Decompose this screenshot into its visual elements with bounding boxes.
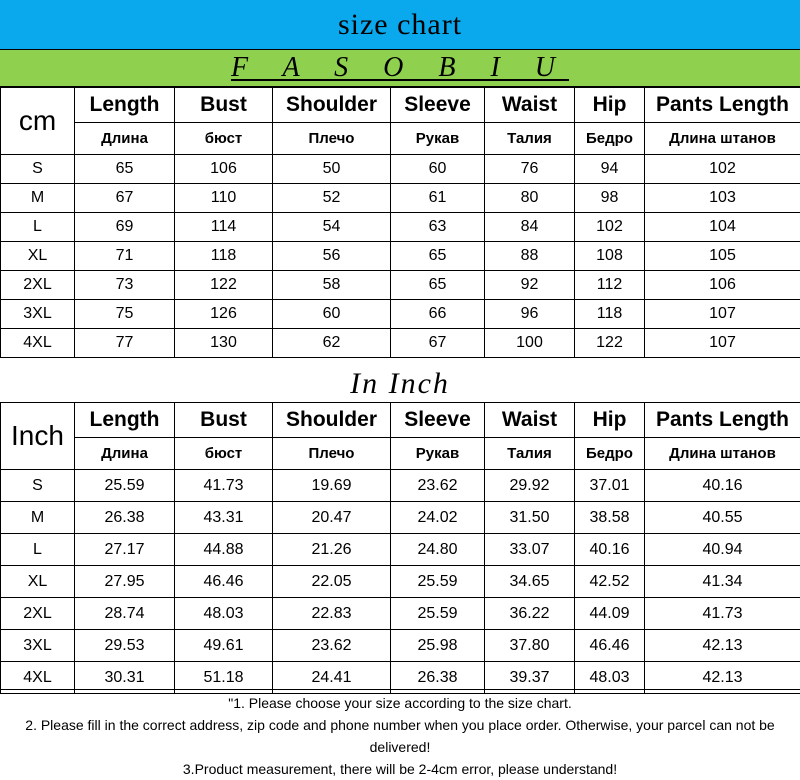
measurement-cell: 40.16 [645, 470, 800, 502]
header-bust: Bust [175, 403, 273, 438]
measurement-cell: 20.47 [273, 502, 391, 534]
size-label-cell: 2XL [1, 598, 75, 630]
header-bust-ru: бюст [175, 123, 273, 155]
measurement-cell: 21.26 [273, 534, 391, 566]
measurement-cell: 96 [485, 300, 575, 329]
measurement-cell: 104 [645, 213, 800, 242]
header-row-english [1, 403, 800, 438]
measurement-cell: 92 [485, 271, 575, 300]
measurement-cell: 24.80 [391, 534, 485, 566]
size-label-cell: S [1, 470, 75, 502]
measurement-cell: 29.53 [75, 630, 175, 662]
measurement-cell: 108 [575, 242, 645, 271]
table-row [1, 566, 800, 598]
measurement-cell: 22.05 [273, 566, 391, 598]
measurement-cell: 25.59 [75, 470, 175, 502]
header-sleeve-ru: Рукав [391, 438, 485, 470]
measurement-cell: 42.13 [645, 630, 800, 662]
size-label-cell: XL [1, 566, 75, 598]
size-label-cell: 2XL [1, 271, 75, 300]
measurement-cell: 37.80 [485, 630, 575, 662]
measurement-cell: 46.46 [175, 566, 273, 598]
measurement-cell: 77 [75, 329, 175, 358]
notes-section [0, 689, 800, 777]
header-row-english [1, 88, 800, 123]
table-row [1, 155, 800, 184]
measurement-cell: 29.92 [485, 470, 575, 502]
header-pants-length-ru: Длина штанов [645, 123, 800, 155]
size-label-cell: 4XL [1, 662, 75, 694]
header-pants-length-ru: Длина штанов [645, 438, 800, 470]
header-waist-ru: Талия [485, 438, 575, 470]
header-waist: Waist [485, 88, 575, 123]
measurement-cell: 26.38 [75, 502, 175, 534]
measurement-cell: 25.59 [391, 598, 485, 630]
header-bust-ru: бюст [175, 438, 273, 470]
measurement-cell: 63 [391, 213, 485, 242]
measurement-cell: 102 [575, 213, 645, 242]
header-pants-length: Pants Length [645, 88, 800, 123]
header-row-russian [1, 438, 800, 470]
measurement-cell: 51.18 [175, 662, 273, 694]
measurement-cell: 60 [273, 300, 391, 329]
measurement-cell: 103 [645, 184, 800, 213]
measurement-cell: 42.13 [645, 662, 800, 694]
size-label-cell: 3XL [1, 300, 75, 329]
table-row [1, 213, 800, 242]
measurement-cell: 38.58 [575, 502, 645, 534]
table-row [1, 534, 800, 566]
measurement-cell: 106 [645, 271, 800, 300]
header-shoulder: Shoulder [273, 88, 391, 123]
size-label-cell: M [1, 502, 75, 534]
measurement-cell: 40.16 [575, 534, 645, 566]
inch-heading: In Inch [0, 366, 800, 402]
measurement-cell: 67 [75, 184, 175, 213]
measurement-cell: 31.50 [485, 502, 575, 534]
header-waist: Waist [485, 403, 575, 438]
measurement-cell: 56 [273, 242, 391, 271]
header-hip: Hip [575, 88, 645, 123]
measurement-cell: 112 [575, 271, 645, 300]
table-row [1, 300, 800, 329]
page-title: size chart [0, 0, 800, 50]
measurement-cell: 41.34 [645, 566, 800, 598]
measurement-cell: 118 [175, 242, 273, 271]
size-label-cell: L [1, 534, 75, 566]
header-length-ru: Длина [75, 438, 175, 470]
size-label-cell: 4XL [1, 329, 75, 358]
measurement-cell: 39.37 [485, 662, 575, 694]
inch-size-table [0, 402, 800, 694]
measurement-cell: 106 [175, 155, 273, 184]
measurement-cell: 25.98 [391, 630, 485, 662]
measurement-cell: 50 [273, 155, 391, 184]
cm-size-table [0, 87, 800, 358]
measurement-cell: 105 [645, 242, 800, 271]
measurement-cell: 62 [273, 329, 391, 358]
note-3: 3.Product measurement, there will be 2-4cm error, please understand! [0, 758, 800, 780]
measurement-cell: 19.69 [273, 470, 391, 502]
measurement-cell: 52 [273, 184, 391, 213]
measurement-cell: 130 [175, 329, 273, 358]
measurement-cell: 44.88 [175, 534, 273, 566]
header-hip-ru: Бедро [575, 438, 645, 470]
measurement-cell: 76 [485, 155, 575, 184]
header-hip: Hip [575, 403, 645, 438]
measurement-cell: 58 [273, 271, 391, 300]
measurement-cell: 43.31 [175, 502, 273, 534]
measurement-cell: 94 [575, 155, 645, 184]
measurement-cell: 122 [175, 271, 273, 300]
measurement-cell: 28.74 [75, 598, 175, 630]
header-sleeve-ru: Рукав [391, 123, 485, 155]
measurement-cell: 100 [485, 329, 575, 358]
measurement-cell: 27.17 [75, 534, 175, 566]
measurement-cell: 41.73 [645, 598, 800, 630]
measurement-cell: 61 [391, 184, 485, 213]
size-label-cell: L [1, 213, 75, 242]
size-label-cell: M [1, 184, 75, 213]
header-sleeve: Sleeve [391, 403, 485, 438]
table-row [1, 242, 800, 271]
note-2: 2. Please fill in the correct address, zip code and phone number when you place order. Otherwise, your parcel can not be delivered! [0, 714, 800, 758]
unit-label-inch: Inch [1, 403, 75, 470]
measurement-cell: 33.07 [485, 534, 575, 566]
measurement-cell: 23.62 [273, 630, 391, 662]
header-waist-ru: Талия [485, 123, 575, 155]
header-sleeve: Sleeve [391, 88, 485, 123]
measurement-cell: 48.03 [575, 662, 645, 694]
header-row-russian [1, 123, 800, 155]
measurement-cell: 67 [391, 329, 485, 358]
measurement-cell: 65 [75, 155, 175, 184]
table-row [1, 329, 800, 358]
measurement-cell: 75 [75, 300, 175, 329]
measurement-cell: 37.01 [575, 470, 645, 502]
measurement-cell: 27.95 [75, 566, 175, 598]
table-row [1, 630, 800, 662]
measurement-cell: 26.38 [391, 662, 485, 694]
measurement-cell: 107 [645, 329, 800, 358]
measurement-cell: 126 [175, 300, 273, 329]
measurement-cell: 30.31 [75, 662, 175, 694]
measurement-cell: 48.03 [175, 598, 273, 630]
table-row [1, 598, 800, 630]
header-hip-ru: Бедро [575, 123, 645, 155]
measurement-cell: 42.52 [575, 566, 645, 598]
measurement-cell: 73 [75, 271, 175, 300]
measurement-cell: 22.83 [273, 598, 391, 630]
header-length: Length [75, 403, 175, 438]
size-label-cell: S [1, 155, 75, 184]
measurement-cell: 84 [485, 213, 575, 242]
size-label-cell: XL [1, 242, 75, 271]
measurement-cell: 25.59 [391, 566, 485, 598]
table-row [1, 502, 800, 534]
header-length-ru: Длина [75, 123, 175, 155]
size-label-cell: 3XL [1, 630, 75, 662]
table-row [1, 470, 800, 502]
measurement-cell: 98 [575, 184, 645, 213]
header-length: Length [75, 88, 175, 123]
measurement-cell: 88 [485, 242, 575, 271]
measurement-cell: 36.22 [485, 598, 575, 630]
unit-label-cm: cm [1, 88, 75, 155]
measurement-cell: 41.73 [175, 470, 273, 502]
measurement-cell: 102 [645, 155, 800, 184]
note-1: "1. Please choose your size according to the size chart. [0, 692, 800, 714]
measurement-cell: 54 [273, 213, 391, 242]
header-shoulder-ru: Плечо [273, 438, 391, 470]
measurement-cell: 49.61 [175, 630, 273, 662]
measurement-cell: 24.41 [273, 662, 391, 694]
table-row [1, 184, 800, 213]
measurement-cell: 46.46 [575, 630, 645, 662]
measurement-cell: 107 [645, 300, 800, 329]
measurement-cell: 60 [391, 155, 485, 184]
measurement-cell: 122 [575, 329, 645, 358]
header-bust: Bust [175, 88, 273, 123]
table-row [1, 271, 800, 300]
brand-name: F A S O B I U [0, 50, 800, 87]
measurement-cell: 69 [75, 213, 175, 242]
measurement-cell: 44.09 [575, 598, 645, 630]
measurement-cell: 118 [575, 300, 645, 329]
measurement-cell: 23.62 [391, 470, 485, 502]
header-pants-length: Pants Length [645, 403, 800, 438]
measurement-cell: 80 [485, 184, 575, 213]
measurement-cell: 71 [75, 242, 175, 271]
header-shoulder-ru: Плечо [273, 123, 391, 155]
measurement-cell: 65 [391, 271, 485, 300]
measurement-cell: 40.94 [645, 534, 800, 566]
measurement-cell: 114 [175, 213, 273, 242]
measurement-cell: 34.65 [485, 566, 575, 598]
measurement-cell: 24.02 [391, 502, 485, 534]
measurement-cell: 40.55 [645, 502, 800, 534]
measurement-cell: 65 [391, 242, 485, 271]
measurement-cell: 110 [175, 184, 273, 213]
measurement-cell: 66 [391, 300, 485, 329]
header-shoulder: Shoulder [273, 403, 391, 438]
